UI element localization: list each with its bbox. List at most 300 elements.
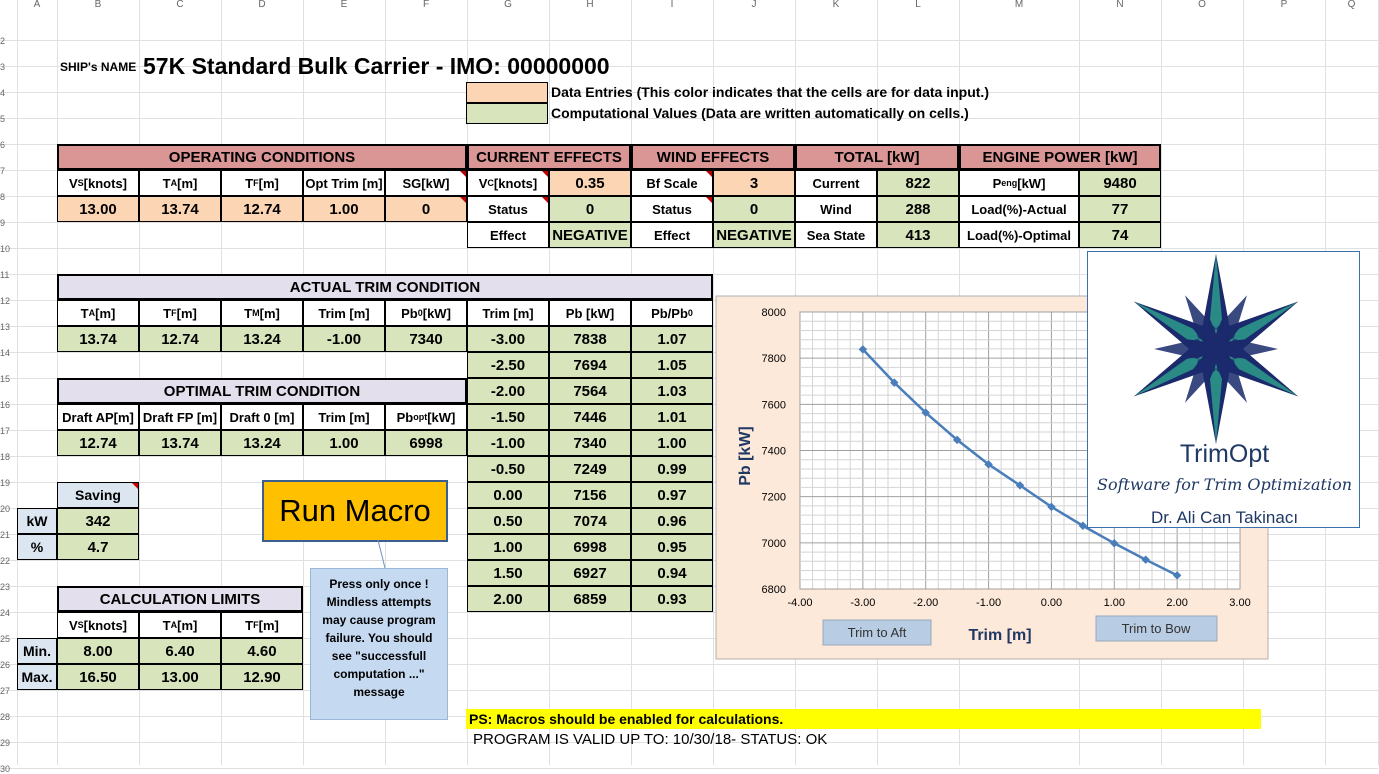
wind-status-label-text: Status [652,201,692,217]
x-tick-label: 1.00 [1103,597,1125,609]
engine-label [959,222,1079,248]
limits-value [57,664,139,690]
operating-header-subscript: S [77,178,84,188]
total-value-text: 413 [905,226,931,244]
optimal-header-unit: [kW] [427,409,456,425]
column-header[interactable]: C [176,0,184,10]
trim-table-cell [549,404,631,430]
legend-computed-text: Computational Values (Data are written automatically on cells.) [551,105,969,121]
column-header[interactable]: M [1014,0,1024,10]
operating-title [57,144,467,170]
engine-label-main: P [992,175,1002,191]
row-header[interactable]: 19 [0,478,11,488]
optimal-value-text: 13.74 [161,434,199,452]
operating-input-text: 1.00 [329,200,359,218]
trim-table-cell-text: 1.07 [657,330,687,348]
operating-input-text: 12.74 [243,200,281,218]
trim-table-cell-text: 7446 [573,408,607,426]
saving-value [57,534,139,560]
row-header[interactable]: 5 [0,114,6,124]
trim-table-cell [631,378,713,404]
trim-table-cell [467,326,549,352]
row-header[interactable]: 27 [0,686,11,696]
column-header[interactable]: J [751,0,757,10]
column-header[interactable]: H [586,0,594,10]
actual-header-subscript: F [171,308,177,318]
operating-title-text: OPERATING CONDITIONS [168,148,356,166]
trim-table-cell [467,482,549,508]
total-label-text: Wind [820,201,852,217]
limits-value-text: 16.50 [79,668,117,686]
column-header[interactable]: N [1116,0,1124,10]
saving-value-text: 342 [85,512,111,530]
saving-title-text: Saving [75,487,121,503]
row-header[interactable]: 12 [0,296,11,306]
trim-table-cell [549,430,631,456]
limits-value-text: 13.00 [161,668,199,686]
wind-status-value [713,196,795,222]
saving-label-text: % [30,539,44,555]
limits-value-text: 8.00 [83,642,113,660]
total-label-text: Sea State [806,227,866,243]
trim-table-cell-text: -0.50 [490,460,526,478]
optimal-header-main: Pb [396,409,414,425]
wind-effects-title [631,144,795,170]
row-header[interactable]: 7 [0,166,6,176]
actual-value [303,326,385,352]
actual-value [139,326,221,352]
saving-label-text: kW [26,513,48,529]
trim-table-cell-text: 7838 [573,330,607,348]
limits-value-text: 6.40 [165,642,195,660]
y-tick-label: 7000 [761,537,786,550]
trim-table-cell-text: -1.50 [490,408,526,426]
actual-value [57,326,139,352]
operating-header [139,170,221,196]
operating-header-main: V [68,175,78,191]
row-header[interactable]: 24 [0,608,11,618]
x-axis-title: Trim [m] [968,627,1032,644]
trim-table-cell [467,560,549,586]
trim-table-cell-text: 1.00 [657,434,687,452]
actual-value-text: 12.74 [161,330,199,348]
engine-label [959,196,1079,222]
logo-subtitle: Software for Trim Optimization [1096,475,1352,494]
trim-table-cell [467,534,549,560]
macro-warning-text: PS: Macros should be enabled for calculations. [469,711,784,727]
optimal-value-text: 13.24 [243,434,281,452]
current-vc-label-subscript: C [487,178,494,188]
current-vc-input-text: 0.35 [575,174,605,192]
limits-value [221,664,303,690]
limits-header [139,612,221,638]
x-tick-label: 3.00 [1229,597,1251,609]
trim-table-cell [549,352,631,378]
operating-input-text: 13.74 [161,200,199,218]
trim-table-header [549,300,631,326]
legend-computed-swatch [466,103,548,124]
column-header[interactable]: Q [1347,0,1356,10]
column-header[interactable]: O [1198,0,1206,10]
trim-to-bow-button[interactable] [1096,616,1217,641]
current-status-label-text: Status [488,201,528,217]
actual-trim-title [57,274,713,300]
engine-value-text: 74 [1111,226,1129,244]
trim-table-cell [549,456,631,482]
trim-table-cell-text: 2.00 [493,590,523,608]
current-effect-value-text: NEGATIVE [552,226,628,244]
trim-table-cell [549,560,631,586]
actual-value-text: -1.00 [326,330,362,348]
row-header[interactable]: 9 [0,218,6,228]
trim-table-cell [631,430,713,456]
actual-header-subscript: M [252,308,260,318]
current-effects-title-text: CURRENT EFFECTS [476,148,622,166]
column-header[interactable]: E [340,0,348,10]
x-tick-label: 0.00 [1040,597,1063,609]
actual-header-main: Trim [m] [318,305,370,321]
logo-author: Dr. Ali Can Takinacı [1150,508,1299,527]
total-label [795,170,877,196]
operating-header-unit: [m] [177,175,198,191]
trim-table-cell-text: 0.96 [657,512,687,530]
row-header[interactable]: 17 [0,426,11,436]
trim-table-cell [467,404,549,430]
optimal-value-text: 1.00 [329,434,359,452]
engine-value-text: 9480 [1103,174,1137,192]
operating-header [221,170,303,196]
x-tick-label: -4.00 [787,597,813,609]
operating-header-unit: [knots] [83,175,128,191]
total-label [795,196,877,222]
actual-value-text: 13.74 [79,330,117,348]
engine-label-main: Load(%)-Actual [971,201,1067,217]
trim-table-header [467,300,549,326]
trim-table-header-main: Pb [kW] [565,305,615,321]
actual-header-subscript: A [88,308,96,318]
optimal-header-subscript: opt [413,412,428,422]
actual-header [139,300,221,326]
column-header[interactable]: D [258,0,266,10]
limits-header-unit: [knots] [83,617,128,633]
limits-value [221,638,303,664]
trim-table-cell [549,508,631,534]
row-header[interactable]: 26 [0,660,11,670]
row-header[interactable]: 8 [0,192,6,202]
row-header[interactable]: 10 [0,244,11,254]
macro-warning [466,709,1261,729]
trim-table-cell-text: -2.00 [490,382,526,400]
optimal-header [139,404,221,430]
trim-table-cell-text: 0.93 [657,590,687,608]
limits-header-subscript: F [253,620,259,630]
ship-name-label: SHIP's NAME [60,60,137,74]
row-header[interactable]: 16 [0,400,11,410]
trim-table-cell-text: 6859 [573,590,607,608]
limits-row-label [17,638,57,664]
trim-to-aft-button[interactable] [823,620,931,645]
trim-table-cell-text: 0.95 [657,538,687,556]
limits-header-subscript: A [170,620,178,630]
current-effect-label [467,222,549,248]
optimal-header [221,404,303,430]
current-effect-value [549,222,631,248]
engine-label-main: Load(%)-Optimal [967,227,1071,243]
row-header[interactable]: 22 [0,556,11,566]
optimal-trim-title-text: OPTIMAL TRIM CONDITION [163,382,361,400]
limits-header-unit: [m] [177,617,198,633]
wind-effects-title-text: WIND EFFECTS [656,148,770,166]
x-tick-label: -3.00 [850,597,876,609]
trim-table-cell [631,456,713,482]
y-axis-title: Pb [kW] [737,426,754,486]
operating-input[interactable] [57,196,139,222]
optimal-header-main: Draft AP[m] [62,409,134,425]
operating-input-text: 13.00 [79,200,117,218]
run-macro-button[interactable] [262,480,448,542]
row-header[interactable]: 28 [0,712,11,722]
engine-value [1079,196,1161,222]
column-header[interactable]: P [1280,0,1288,10]
actual-trim-title-text: ACTUAL TRIM CONDITION [289,278,481,296]
trim-table-cell-text: 7694 [573,356,607,374]
trim-table-cell-text: -2.50 [490,356,526,374]
saving-value [57,508,139,534]
x-tick-label: -2.00 [913,597,939,609]
operating-input[interactable] [385,196,467,222]
limits-header-main: T [245,617,254,633]
y-tick-label: 8000 [761,307,786,319]
engine-value [1079,170,1161,196]
actual-header-main: Pb [401,305,418,321]
row-header[interactable]: 30 [0,764,11,774]
row-header[interactable]: 2 [0,36,6,46]
warning-note-line: Press only once ! [329,577,429,591]
wind-effect-value-text: NEGATIVE [716,226,792,244]
actual-header-main: T [80,305,89,321]
engine-power-title [959,144,1161,170]
operating-header-main: SG[kW] [402,175,450,191]
limits-header [57,612,139,638]
legend-input-swatch [466,82,548,103]
trim-to-bow-label: Trim to Bow [1121,621,1191,636]
y-tick-label: 7400 [761,445,786,458]
trim-table-cell [467,508,549,534]
actual-header [221,300,303,326]
trim-table-cell [467,586,549,612]
trim-table-cell-text: 6927 [573,564,607,582]
actual-value-text: 7340 [409,330,443,348]
optimal-header-main: Draft 0 [m] [229,409,295,425]
engine-value-text: 77 [1111,200,1129,218]
trim-table-cell [631,404,713,430]
row-header[interactable]: 20 [0,504,11,514]
operating-header-main: T [162,175,171,191]
optimal-header [57,404,139,430]
optimal-value-text: 12.74 [79,434,117,452]
trim-table-cell [467,352,549,378]
actual-header [385,300,467,326]
saving-label [17,508,57,534]
column-header[interactable]: G [504,0,512,10]
calculation-limits-title-text: CALCULATION LIMITS [99,590,261,608]
limits-value-text: 4.60 [247,642,277,660]
trim-table-cell-text: 0.50 [493,512,523,530]
program-status: PROGRAM IS VALID UP TO: 10/30/18- STATUS: OK [473,731,828,748]
actual-header-main: T [163,305,172,321]
row-header[interactable]: 14 [0,348,11,358]
row-header[interactable]: 11 [0,270,10,280]
wind-status-value-text: 0 [749,200,759,218]
trim-table-cell-text: 1.50 [493,564,523,582]
row-header[interactable]: 15 [0,374,11,384]
row-header[interactable]: 21 [0,530,11,540]
row-header[interactable]: 6 [0,140,6,150]
star-emblem-icon [1088,252,1361,447]
operating-input[interactable] [221,196,303,222]
engine-value [1079,222,1161,248]
trim-table-cell-text: 7249 [573,460,607,478]
trim-table-cell [631,352,713,378]
optimal-value [303,430,385,456]
column-header[interactable]: K [832,0,840,10]
trim-table-cell [549,534,631,560]
optimal-header-main: Draft FP [m] [142,409,218,425]
x-tick-label: -1.00 [976,597,1002,609]
trim-table-cell-text: -3.00 [490,330,526,348]
optimal-value-text: 6998 [409,434,443,452]
operating-header [385,170,467,196]
current-vc-label [467,170,549,196]
optimal-value [221,430,303,456]
trim-table-header [631,300,713,326]
y-tick-label: 7200 [761,491,786,504]
legend-input-text: Data Entries (This color indicates that the cells are for data input.) [551,84,989,100]
trim-table-cell-text: 7564 [573,382,607,400]
ship-name[interactable]: 57K Standard Bulk Carrier - IMO: 00000000 [143,53,610,79]
trim-table-cell-text: 0.94 [657,564,687,582]
current-effect-label-text: Effect [489,227,527,243]
trim-table-cell [631,482,713,508]
total-label [795,222,877,248]
trim-table-header-main: Trim [m] [482,305,534,321]
column-header[interactable]: B [94,0,102,10]
wind-bf-input[interactable] [713,170,795,196]
wind-effect-value [713,222,795,248]
row-header[interactable]: 29 [0,738,11,748]
trim-to-aft-label: Trim to Aft [847,625,907,640]
optimal-header [385,404,467,430]
calculation-limits-title [57,586,303,612]
total-label-text: Current [812,175,860,191]
actual-value-text: 13.24 [243,330,281,348]
column-header[interactable]: L [915,0,921,10]
current-vc-input[interactable] [549,170,631,196]
actual-header-unit: [m] [176,305,197,321]
trim-table-cell [631,508,713,534]
current-status-value-text: 0 [585,200,595,218]
optimal-value [57,430,139,456]
total-value-text: 822 [905,174,931,192]
operating-header [57,170,139,196]
trim-table-header-subscript: 0 [687,308,693,318]
trim-table-cell-text: 0.00 [493,486,523,504]
operating-header-main: Opt Trim [m] [305,175,383,191]
operating-header-subscript: A [170,178,178,188]
trim-table-cell [549,326,631,352]
wind-bf-input-text: 3 [749,174,759,192]
limits-header-main: V [68,617,78,633]
limits-header [221,612,303,638]
operating-input[interactable] [139,196,221,222]
x-tick-label: 2.00 [1166,597,1188,609]
trim-table-cell [631,560,713,586]
trim-table-cell-text: -1.00 [490,434,526,452]
current-status-value [549,196,631,222]
wind-effect-label-text: Effect [653,227,691,243]
note-callout-pointer [370,538,390,570]
limits-row-label-text: Max. [21,669,53,685]
wind-bf-label-text: Bf Scale [646,175,698,191]
column-header[interactable]: I [670,0,674,10]
current-vc-label-unit: [knots] [493,175,538,191]
saving-title [57,482,139,508]
trim-table-cell-text: 0.99 [657,460,687,478]
limits-header-subscript: S [77,620,84,630]
current-effects-title [467,144,631,170]
limits-row-label [17,664,57,690]
trim-table-header-main: Pb/Pb [651,305,688,321]
limits-value [57,638,139,664]
operating-header-unit: [m] [258,175,279,191]
trim-table-cell-text: 7340 [573,434,607,452]
limits-row-label-text: Min. [23,643,51,659]
warning-note-line: may cause program [322,613,436,627]
trim-table-cell-text: 7074 [573,512,607,530]
total-title-text: TOTAL [kW] [834,148,920,166]
optimal-trim-title [57,378,467,404]
y-tick-label: 7800 [761,353,786,366]
column-header[interactable]: A [33,0,41,10]
trim-table-cell-text: 1.00 [493,538,523,556]
row-header[interactable]: 25 [0,634,11,644]
warning-note-line: see "successfull [331,649,427,663]
row-header[interactable]: 4 [0,88,6,98]
limits-value [139,638,221,664]
optimal-value [139,430,221,456]
wind-status-label [631,196,713,222]
engine-label-unit: [kW] [1017,175,1046,191]
optimal-header-main: Trim [m] [318,409,370,425]
operating-input[interactable] [303,196,385,222]
current-vc-label-main: V [478,175,488,191]
row-header[interactable]: 18 [0,452,11,462]
row-header[interactable]: 13 [0,322,11,332]
total-value [877,170,959,196]
column-header[interactable]: F [422,0,430,10]
actual-header-unit: [m] [95,305,116,321]
limits-value [139,664,221,690]
row-header[interactable]: 23 [0,582,11,592]
row-header[interactable]: 3 [0,62,6,72]
trim-table-cell-text: 7156 [573,486,607,504]
trim-table-cell [467,378,549,404]
total-value [877,222,959,248]
actual-header-unit: [kW] [422,305,451,321]
limits-header-unit: [m] [258,617,279,633]
engine-label [959,170,1079,196]
trim-table-cell-text: 1.03 [657,382,687,400]
